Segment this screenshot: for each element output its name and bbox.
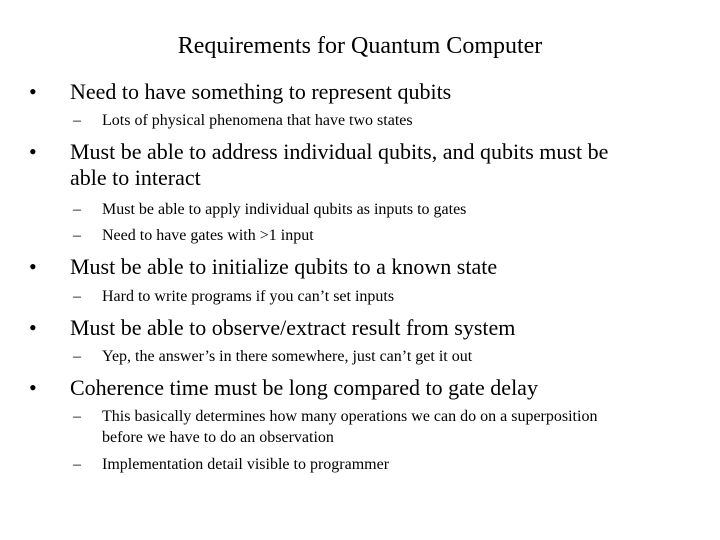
sub-bullet-text: Must be able to apply individual qubits as inputs to gates (102, 201, 467, 218)
sub-bullet-item (73, 346, 473, 367)
bullet-item (29, 254, 498, 280)
bullet-marker: • (29, 375, 37, 400)
sub-bullet-item (73, 454, 390, 475)
dash-marker: – (73, 227, 81, 244)
sub-bullet-text-line: This basically determines how many operations we can do on a superposition (102, 408, 598, 425)
bullet-item (29, 315, 516, 341)
bullet-text: Need to have something to represent qubits (70, 79, 452, 104)
dash-marker: – (73, 456, 81, 473)
bullet-text: Must be able to initialize qubits to a known state (70, 254, 498, 279)
bullet-text: Must be able to observe/extract result from system (70, 315, 516, 340)
sub-bullet-text: Lots of physical phenomena that have two states (102, 112, 413, 129)
bullet-item (29, 139, 609, 191)
bullet-marker: • (29, 79, 37, 104)
sub-bullet-text: Yep, the answer’s in there somewhere, just can’t get it out (102, 348, 473, 365)
bullet-text-line: Must be able to address individual qubits, and qubits must be (70, 139, 609, 164)
sub-bullet-item (73, 406, 598, 448)
dash-marker: – (73, 408, 81, 425)
bullet-item (29, 79, 452, 105)
bullet-marker: • (29, 139, 37, 164)
sub-bullet-item (73, 225, 314, 246)
sub-bullet-text: Implementation detail visible to programmer (102, 456, 390, 473)
bullet-marker: • (29, 254, 37, 279)
dash-marker: – (73, 348, 81, 365)
slide-title: Requirements for Quantum Computer (177, 33, 543, 59)
sub-bullet-text-line: before we have to do an observation (102, 429, 334, 446)
bullet-text: Coherence time must be long compared to gate delay (70, 375, 538, 400)
dash-marker: – (73, 112, 81, 129)
bullet-marker: • (29, 315, 37, 340)
dash-marker: – (73, 201, 81, 218)
sub-bullet-item (73, 110, 413, 131)
bullet-item (29, 375, 538, 401)
bullet-text-line: able to interact (70, 165, 201, 190)
sub-bullet-item (73, 286, 395, 307)
dash-marker: – (73, 288, 81, 305)
sub-bullet-text: Need to have gates with >1 input (102, 227, 314, 244)
sub-bullet-item (73, 199, 467, 220)
sub-bullet-text: Hard to write programs if you can’t set inputs (102, 288, 395, 305)
